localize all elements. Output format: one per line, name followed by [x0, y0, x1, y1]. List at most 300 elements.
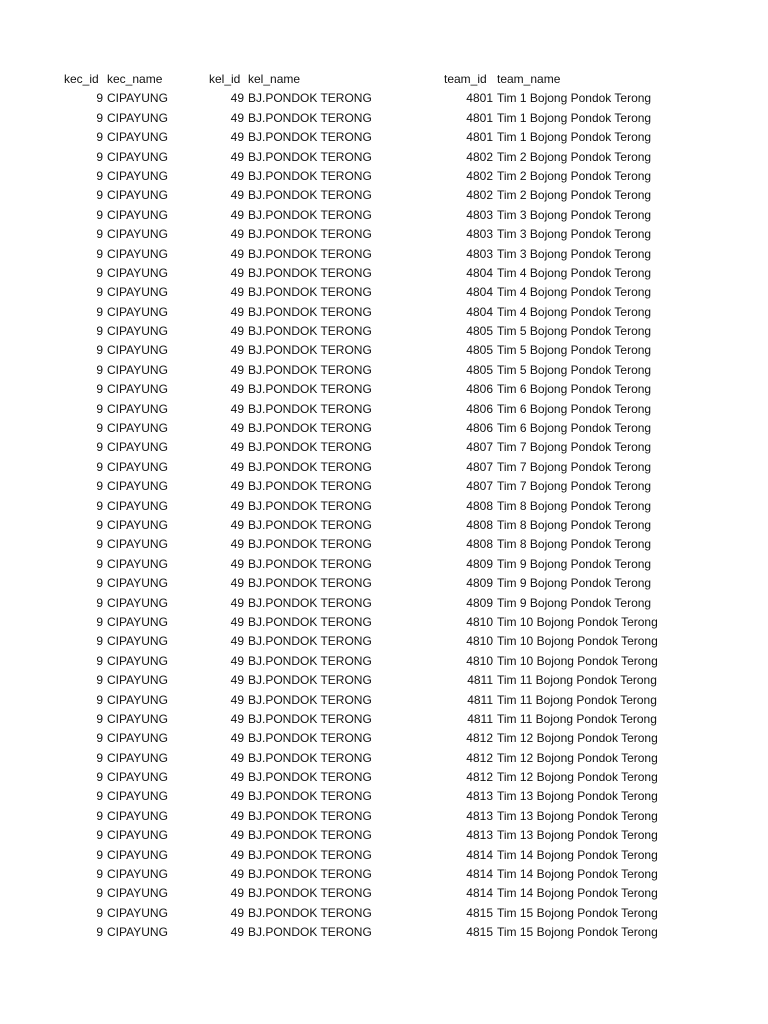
cell-kec-id: 9: [96, 110, 103, 125]
cell-team-name: Tim 12 Bojong Pondok Terong: [497, 770, 658, 785]
cell-kec-name: CIPAYUNG: [107, 440, 168, 455]
cell-kel-name: BJ.PONDOK TERONG: [248, 576, 372, 591]
cell-team-id: 4807: [466, 459, 493, 474]
cell-team-id: 4812: [466, 750, 493, 765]
cell-kec-name: CIPAYUNG: [107, 401, 168, 416]
cell-team-name: Tim 11 Bojong Pondok Terong: [497, 692, 657, 707]
cell-kec-name: CIPAYUNG: [107, 188, 168, 203]
table-row: [0, 768, 768, 787]
table-row: [0, 826, 768, 845]
cell-kel-id: 49: [230, 595, 244, 610]
cell-kec-id: 9: [96, 227, 103, 242]
table-row: [0, 264, 768, 283]
cell-team-name: Tim 6 Bojong Pondok Terong: [497, 382, 652, 397]
cell-kec-id: 9: [96, 711, 103, 726]
header-team-id: team_id: [444, 72, 487, 86]
table-row: [0, 186, 768, 205]
cell-kel-id: 49: [230, 498, 244, 513]
cell-kec-id: 9: [96, 770, 103, 785]
cell-team-id: 4811: [467, 673, 493, 688]
cell-kel-name: BJ.PONDOK TERONG: [248, 265, 372, 280]
cell-team-name: Tim 9 Bojong Pondok Terong: [497, 576, 652, 591]
table-row: [0, 594, 768, 613]
cell-kel-id: 49: [230, 828, 244, 843]
cell-team-id: 4813: [466, 789, 493, 804]
cell-kel-id: 49: [230, 576, 244, 591]
cell-kel-id: 49: [230, 847, 244, 862]
cell-team-id: 4814: [466, 886, 493, 901]
cell-kec-name: CIPAYUNG: [107, 770, 168, 785]
cell-kec-id: 9: [96, 498, 103, 513]
cell-kel-name: BJ.PONDOK TERONG: [248, 168, 372, 183]
cell-kec-name: CIPAYUNG: [107, 808, 168, 823]
cell-team-id: 4812: [466, 770, 493, 785]
cell-kel-id: 49: [230, 343, 244, 358]
cell-kel-name: BJ.PONDOK TERONG: [248, 867, 372, 882]
header-row: [0, 70, 768, 89]
cell-kec-id: 9: [96, 537, 103, 552]
cell-kec-name: CIPAYUNG: [107, 421, 168, 436]
cell-kec-name: CIPAYUNG: [107, 537, 168, 552]
cell-kel-id: 49: [230, 421, 244, 436]
cell-team-id: 4805: [466, 362, 493, 377]
cell-team-id: 4803: [466, 227, 493, 242]
cell-team-name: Tim 4 Bojong Pondok Terong: [497, 304, 652, 319]
cell-team-id: 4802: [466, 168, 493, 183]
table-row: [0, 652, 768, 671]
cell-kel-id: 49: [230, 227, 244, 242]
cell-kec-name: CIPAYUNG: [107, 168, 168, 183]
cell-kec-id: 9: [96, 634, 103, 649]
cell-kel-id: 49: [230, 731, 244, 746]
table-row: [0, 477, 768, 496]
header-kec-name: kec_name: [107, 72, 163, 86]
cell-team-name: Tim 13 Bojong Pondok Terong: [497, 828, 658, 843]
table-row: [0, 283, 768, 302]
cell-kec-id: 9: [96, 847, 103, 862]
cell-kec-id: 9: [96, 304, 103, 319]
table-row: [0, 128, 768, 147]
table-row: [0, 167, 768, 186]
cell-kec-id: 9: [96, 595, 103, 610]
cell-kel-name: BJ.PONDOK TERONG: [248, 808, 372, 823]
cell-kel-name: BJ.PONDOK TERONG: [248, 188, 372, 203]
cell-team-name: Tim 7 Bojong Pondok Terong: [497, 459, 652, 474]
table-row: [0, 303, 768, 322]
cell-kel-name: BJ.PONDOK TERONG: [248, 479, 372, 494]
cell-kel-name: BJ.PONDOK TERONG: [248, 421, 372, 436]
cell-kel-id: 49: [230, 770, 244, 785]
cell-team-id: 4812: [466, 731, 493, 746]
table-row: [0, 89, 768, 108]
cell-team-id: 4806: [466, 401, 493, 416]
cell-team-id: 4805: [466, 324, 493, 339]
cell-kel-id: 49: [230, 517, 244, 532]
table-row: [0, 671, 768, 690]
cell-team-id: 4813: [466, 828, 493, 843]
table-row: [0, 516, 768, 535]
cell-kec-id: 9: [96, 149, 103, 164]
cell-kel-name: BJ.PONDOK TERONG: [248, 847, 372, 862]
cell-kel-name: BJ.PONDOK TERONG: [248, 285, 372, 300]
cell-kel-id: 49: [230, 886, 244, 901]
cell-team-id: 4811: [467, 692, 493, 707]
cell-kec-id: 9: [96, 459, 103, 474]
cell-kel-id: 49: [230, 614, 244, 629]
cell-team-name: Tim 10 Bojong Pondok Terong: [497, 614, 658, 629]
cell-team-name: Tim 11 Bojong Pondok Terong: [497, 673, 657, 688]
cell-team-name: Tim 15 Bojong Pondok Terong: [497, 905, 658, 920]
cell-team-name: Tim 7 Bojong Pondok Terong: [497, 440, 652, 455]
cell-team-id: 4806: [466, 382, 493, 397]
cell-kec-name: CIPAYUNG: [107, 343, 168, 358]
cell-kec-name: CIPAYUNG: [107, 362, 168, 377]
cell-kel-name: BJ.PONDOK TERONG: [248, 905, 372, 920]
cell-kel-name: BJ.PONDOK TERONG: [248, 634, 372, 649]
cell-kel-id: 49: [230, 188, 244, 203]
cell-kec-name: CIPAYUNG: [107, 867, 168, 882]
cell-kec-name: CIPAYUNG: [107, 886, 168, 901]
table-row: [0, 497, 768, 516]
cell-kel-id: 49: [230, 110, 244, 125]
cell-team-name: Tim 7 Bojong Pondok Terong: [497, 479, 652, 494]
cell-team-name: Tim 14 Bojong Pondok Terong: [497, 867, 658, 882]
cell-kel-name: BJ.PONDOK TERONG: [248, 925, 372, 940]
table-row: [0, 341, 768, 360]
cell-team-id: 4803: [466, 246, 493, 261]
cell-kel-id: 49: [230, 653, 244, 668]
cell-team-name: Tim 1 Bojong Pondok Terong: [497, 110, 652, 125]
cell-kec-name: CIPAYUNG: [107, 498, 168, 513]
cell-team-id: 4809: [466, 556, 493, 571]
cell-kel-id: 49: [230, 149, 244, 164]
cell-kel-id: 49: [230, 265, 244, 280]
cell-kel-id: 49: [230, 867, 244, 882]
data-sheet: [0, 70, 768, 943]
cell-kel-name: BJ.PONDOK TERONG: [248, 556, 372, 571]
cell-team-name: Tim 6 Bojong Pondok Terong: [497, 401, 652, 416]
cell-team-name: Tim 8 Bojong Pondok Terong: [497, 498, 652, 513]
cell-kec-name: CIPAYUNG: [107, 285, 168, 300]
cell-kec-id: 9: [96, 324, 103, 339]
cell-team-id: 4810: [466, 634, 493, 649]
cell-kel-id: 49: [230, 634, 244, 649]
cell-team-name: Tim 3 Bojong Pondok Terong: [497, 246, 652, 261]
cell-kel-name: BJ.PONDOK TERONG: [248, 401, 372, 416]
cell-kec-id: 9: [96, 731, 103, 746]
cell-kec-name: CIPAYUNG: [107, 692, 168, 707]
table-row: [0, 807, 768, 826]
cell-team-name: Tim 11 Bojong Pondok Terong: [497, 711, 657, 726]
cell-kel-name: BJ.PONDOK TERONG: [248, 227, 372, 242]
cell-kec-id: 9: [96, 828, 103, 843]
cell-kec-id: 9: [96, 673, 103, 688]
cell-kec-name: CIPAYUNG: [107, 711, 168, 726]
cell-kel-id: 49: [230, 324, 244, 339]
cell-team-name: Tim 9 Bojong Pondok Terong: [497, 556, 652, 571]
table-row: [0, 148, 768, 167]
cell-kel-name: BJ.PONDOK TERONG: [248, 673, 372, 688]
cell-team-id: 4809: [466, 595, 493, 610]
cell-team-name: Tim 1 Bojong Pondok Terong: [497, 130, 652, 145]
cell-kel-name: BJ.PONDOK TERONG: [248, 828, 372, 843]
cell-team-name: Tim 10 Bojong Pondok Terong: [497, 653, 658, 668]
cell-team-id: 4807: [466, 479, 493, 494]
header-kel-id: kel_id: [209, 72, 241, 86]
cell-kel-name: BJ.PONDOK TERONG: [248, 653, 372, 668]
table-row: [0, 904, 768, 923]
cell-team-name: Tim 12 Bojong Pondok Terong: [497, 731, 658, 746]
cell-kel-id: 49: [230, 479, 244, 494]
cell-kel-name: BJ.PONDOK TERONG: [248, 711, 372, 726]
cell-kel-id: 49: [230, 362, 244, 377]
cell-kel-id: 49: [230, 440, 244, 455]
table-row: [0, 380, 768, 399]
cell-team-id: 4806: [466, 421, 493, 436]
cell-kec-name: CIPAYUNG: [107, 673, 168, 688]
cell-kec-id: 9: [96, 750, 103, 765]
cell-kec-name: CIPAYUNG: [107, 925, 168, 940]
table-row: [0, 322, 768, 341]
cell-kec-id: 9: [96, 886, 103, 901]
cell-team-id: 4813: [466, 808, 493, 823]
cell-kec-name: CIPAYUNG: [107, 459, 168, 474]
cell-team-name: Tim 8 Bojong Pondok Terong: [497, 517, 652, 532]
table-row: [0, 923, 768, 942]
cell-team-id: 4804: [466, 285, 493, 300]
cell-team-name: Tim 4 Bojong Pondok Terong: [497, 285, 652, 300]
cell-team-id: 4809: [466, 576, 493, 591]
cell-team-id: 4815: [466, 905, 493, 920]
cell-team-name: Tim 1 Bojong Pondok Terong: [497, 91, 652, 106]
cell-team-id: 4801: [466, 130, 493, 145]
table-row: [0, 245, 768, 264]
table-row: [0, 400, 768, 419]
cell-kec-name: CIPAYUNG: [107, 227, 168, 242]
cell-kec-name: CIPAYUNG: [107, 556, 168, 571]
cell-kel-name: BJ.PONDOK TERONG: [248, 886, 372, 901]
cell-kel-name: BJ.PONDOK TERONG: [248, 789, 372, 804]
cell-team-name: Tim 15 Bojong Pondok Terong: [497, 925, 658, 940]
cell-kec-id: 9: [96, 265, 103, 280]
cell-team-name: Tim 5 Bojong Pondok Terong: [497, 343, 652, 358]
cell-kec-name: CIPAYUNG: [107, 653, 168, 668]
cell-kel-id: 49: [230, 692, 244, 707]
cell-team-id: 4802: [466, 188, 493, 203]
cell-kel-id: 49: [230, 925, 244, 940]
cell-team-name: Tim 3 Bojong Pondok Terong: [497, 207, 652, 222]
cell-kec-id: 9: [96, 517, 103, 532]
table-row: [0, 419, 768, 438]
cell-kec-name: CIPAYUNG: [107, 789, 168, 804]
cell-team-id: 4807: [466, 440, 493, 455]
cell-kel-name: BJ.PONDOK TERONG: [248, 440, 372, 455]
cell-kel-id: 49: [230, 130, 244, 145]
header-team-name: team_name: [497, 72, 561, 86]
cell-kec-name: CIPAYUNG: [107, 595, 168, 610]
cell-kel-name: BJ.PONDOK TERONG: [248, 692, 372, 707]
cell-kec-name: CIPAYUNG: [107, 614, 168, 629]
cell-kel-name: BJ.PONDOK TERONG: [248, 614, 372, 629]
cell-kel-id: 49: [230, 91, 244, 106]
table-row: [0, 749, 768, 768]
cell-kel-name: BJ.PONDOK TERONG: [248, 343, 372, 358]
header-kec-id: kec_id: [64, 72, 99, 86]
cell-kel-name: BJ.PONDOK TERONG: [248, 362, 372, 377]
cell-team-name: Tim 2 Bojong Pondok Terong: [497, 188, 652, 203]
cell-kel-id: 49: [230, 168, 244, 183]
cell-kec-id: 9: [96, 692, 103, 707]
cell-kec-id: 9: [96, 246, 103, 261]
cell-kec-id: 9: [96, 614, 103, 629]
cell-team-name: Tim 5 Bojong Pondok Terong: [497, 362, 652, 377]
cell-kel-id: 49: [230, 401, 244, 416]
cell-kel-name: BJ.PONDOK TERONG: [248, 324, 372, 339]
cell-kel-name: BJ.PONDOK TERONG: [248, 304, 372, 319]
table-row: [0, 225, 768, 244]
cell-kec-id: 9: [96, 168, 103, 183]
cell-team-id: 4810: [466, 653, 493, 668]
cell-kec-id: 9: [96, 207, 103, 222]
cell-kec-id: 9: [96, 925, 103, 940]
cell-kel-name: BJ.PONDOK TERONG: [248, 149, 372, 164]
cell-kel-id: 49: [230, 750, 244, 765]
table-row: [0, 574, 768, 593]
cell-kel-id: 49: [230, 673, 244, 688]
cell-kec-name: CIPAYUNG: [107, 130, 168, 145]
cell-team-id: 4805: [466, 343, 493, 358]
cell-kel-id: 49: [230, 556, 244, 571]
cell-kel-id: 49: [230, 537, 244, 552]
cell-kel-id: 49: [230, 808, 244, 823]
cell-kec-id: 9: [96, 556, 103, 571]
table-row: [0, 109, 768, 128]
cell-kel-id: 49: [230, 459, 244, 474]
cell-kel-id: 49: [230, 905, 244, 920]
cell-kel-name: BJ.PONDOK TERONG: [248, 770, 372, 785]
table-row: [0, 555, 768, 574]
cell-team-id: 4801: [466, 91, 493, 106]
cell-kel-name: BJ.PONDOK TERONG: [248, 246, 372, 261]
cell-kec-name: CIPAYUNG: [107, 576, 168, 591]
cell-team-id: 4804: [466, 265, 493, 280]
cell-kec-name: CIPAYUNG: [107, 479, 168, 494]
cell-kel-name: BJ.PONDOK TERONG: [248, 130, 372, 145]
cell-kec-name: CIPAYUNG: [107, 517, 168, 532]
table-row: [0, 613, 768, 632]
cell-kec-name: CIPAYUNG: [107, 847, 168, 862]
cell-team-name: Tim 14 Bojong Pondok Terong: [497, 847, 658, 862]
cell-team-name: Tim 14 Bojong Pondok Terong: [497, 886, 658, 901]
cell-kel-id: 49: [230, 304, 244, 319]
cell-kel-name: BJ.PONDOK TERONG: [248, 207, 372, 222]
cell-kel-name: BJ.PONDOK TERONG: [248, 595, 372, 610]
cell-kel-id: 49: [230, 246, 244, 261]
cell-team-id: 4808: [466, 517, 493, 532]
cell-team-id: 4808: [466, 498, 493, 513]
cell-team-name: Tim 4 Bojong Pondok Terong: [497, 265, 652, 280]
cell-team-name: Tim 2 Bojong Pondok Terong: [497, 149, 652, 164]
cell-team-id: 4808: [466, 537, 493, 552]
cell-kec-id: 9: [96, 382, 103, 397]
cell-kec-id: 9: [96, 789, 103, 804]
table-row: [0, 438, 768, 457]
cell-kec-id: 9: [96, 421, 103, 436]
cell-kec-id: 9: [96, 867, 103, 882]
cell-kec-name: CIPAYUNG: [107, 91, 168, 106]
table-body: [0, 89, 768, 942]
cell-kec-id: 9: [96, 808, 103, 823]
cell-kec-name: CIPAYUNG: [107, 324, 168, 339]
cell-kec-id: 9: [96, 130, 103, 145]
cell-team-id: 4803: [466, 207, 493, 222]
cell-kec-name: CIPAYUNG: [107, 207, 168, 222]
cell-kec-id: 9: [96, 188, 103, 203]
cell-kec-name: CIPAYUNG: [107, 265, 168, 280]
cell-team-id: 4814: [466, 847, 493, 862]
cell-kel-name: BJ.PONDOK TERONG: [248, 750, 372, 765]
cell-team-name: Tim 13 Bojong Pondok Terong: [497, 789, 658, 804]
table-row: [0, 846, 768, 865]
table-row: [0, 865, 768, 884]
table-row: [0, 884, 768, 903]
table-row: [0, 458, 768, 477]
cell-team-name: Tim 3 Bojong Pondok Terong: [497, 227, 652, 242]
cell-kec-name: CIPAYUNG: [107, 828, 168, 843]
cell-kel-id: 49: [230, 711, 244, 726]
cell-kel-id: 49: [230, 382, 244, 397]
cell-team-id: 4801: [466, 110, 493, 125]
cell-kec-id: 9: [96, 653, 103, 668]
cell-team-name: Tim 10 Bojong Pondok Terong: [497, 634, 658, 649]
cell-kec-id: 9: [96, 362, 103, 377]
cell-kel-name: BJ.PONDOK TERONG: [248, 517, 372, 532]
cell-kec-id: 9: [96, 905, 103, 920]
cell-team-id: 4810: [466, 614, 493, 629]
cell-kec-name: CIPAYUNG: [107, 304, 168, 319]
cell-kel-name: BJ.PONDOK TERONG: [248, 498, 372, 513]
cell-kec-name: CIPAYUNG: [107, 905, 168, 920]
cell-team-name: Tim 2 Bojong Pondok Terong: [497, 168, 652, 183]
table-row: [0, 535, 768, 554]
cell-team-id: 4815: [466, 925, 493, 940]
cell-team-id: 4811: [467, 711, 493, 726]
table-row: [0, 632, 768, 651]
cell-kec-id: 9: [96, 479, 103, 494]
cell-kec-name: CIPAYUNG: [107, 246, 168, 261]
table-row: [0, 691, 768, 710]
cell-kel-name: BJ.PONDOK TERONG: [248, 110, 372, 125]
cell-kec-id: 9: [96, 401, 103, 416]
cell-kec-name: CIPAYUNG: [107, 634, 168, 649]
cell-kec-id: 9: [96, 91, 103, 106]
cell-kec-id: 9: [96, 285, 103, 300]
cell-team-name: Tim 5 Bojong Pondok Terong: [497, 324, 652, 339]
cell-kec-name: CIPAYUNG: [107, 149, 168, 164]
cell-team-name: Tim 6 Bojong Pondok Terong: [497, 421, 652, 436]
table-row: [0, 206, 768, 225]
cell-team-id: 4814: [466, 867, 493, 882]
cell-kel-id: 49: [230, 285, 244, 300]
cell-kec-name: CIPAYUNG: [107, 110, 168, 125]
cell-kel-id: 49: [230, 207, 244, 222]
cell-team-name: Tim 12 Bojong Pondok Terong: [497, 750, 658, 765]
table-row: [0, 710, 768, 729]
cell-kel-name: BJ.PONDOK TERONG: [248, 382, 372, 397]
header-kel-name: kel_name: [248, 72, 301, 86]
cell-team-id: 4804: [466, 304, 493, 319]
cell-kel-name: BJ.PONDOK TERONG: [248, 91, 372, 106]
